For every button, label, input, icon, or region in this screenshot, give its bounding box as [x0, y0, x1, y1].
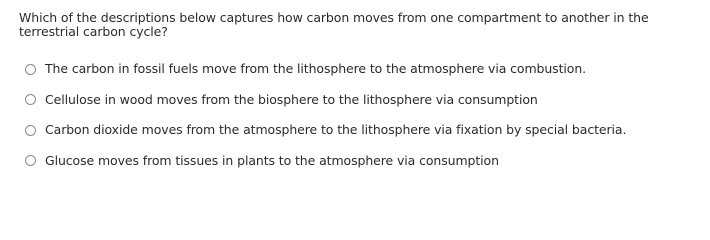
radio-button[interactable]: [25, 125, 36, 136]
answer-option-label: The carbon in fossil fuels move from the lithosphere to the atmosphere via combustion.: [45, 61, 587, 77]
answer-options: [25, 54, 695, 176]
question-text: Which of the descriptions below captures how carbon moves from one compartment to another in the terrestrial carbon cycle?: [19, 10, 649, 39]
answer-option-1[interactable]: [25, 54, 695, 85]
answer-option-label: Cellulose in wood moves from the biosphere to the lithosphere via consumption: [45, 91, 538, 107]
radio-button[interactable]: [25, 64, 36, 75]
answer-option-3[interactable]: [25, 115, 695, 146]
answer-option-2[interactable]: [25, 85, 695, 116]
answer-option-4[interactable]: [25, 146, 695, 177]
radio-button[interactable]: [25, 94, 36, 105]
answer-option-label: Glucose moves from tissues in plants to the atmosphere via consumption: [45, 152, 499, 168]
radio-button[interactable]: [25, 155, 36, 166]
answer-option-label: Carbon dioxide moves from the atmosphere to the lithosphere via fixation by special bacteria.: [45, 122, 627, 138]
